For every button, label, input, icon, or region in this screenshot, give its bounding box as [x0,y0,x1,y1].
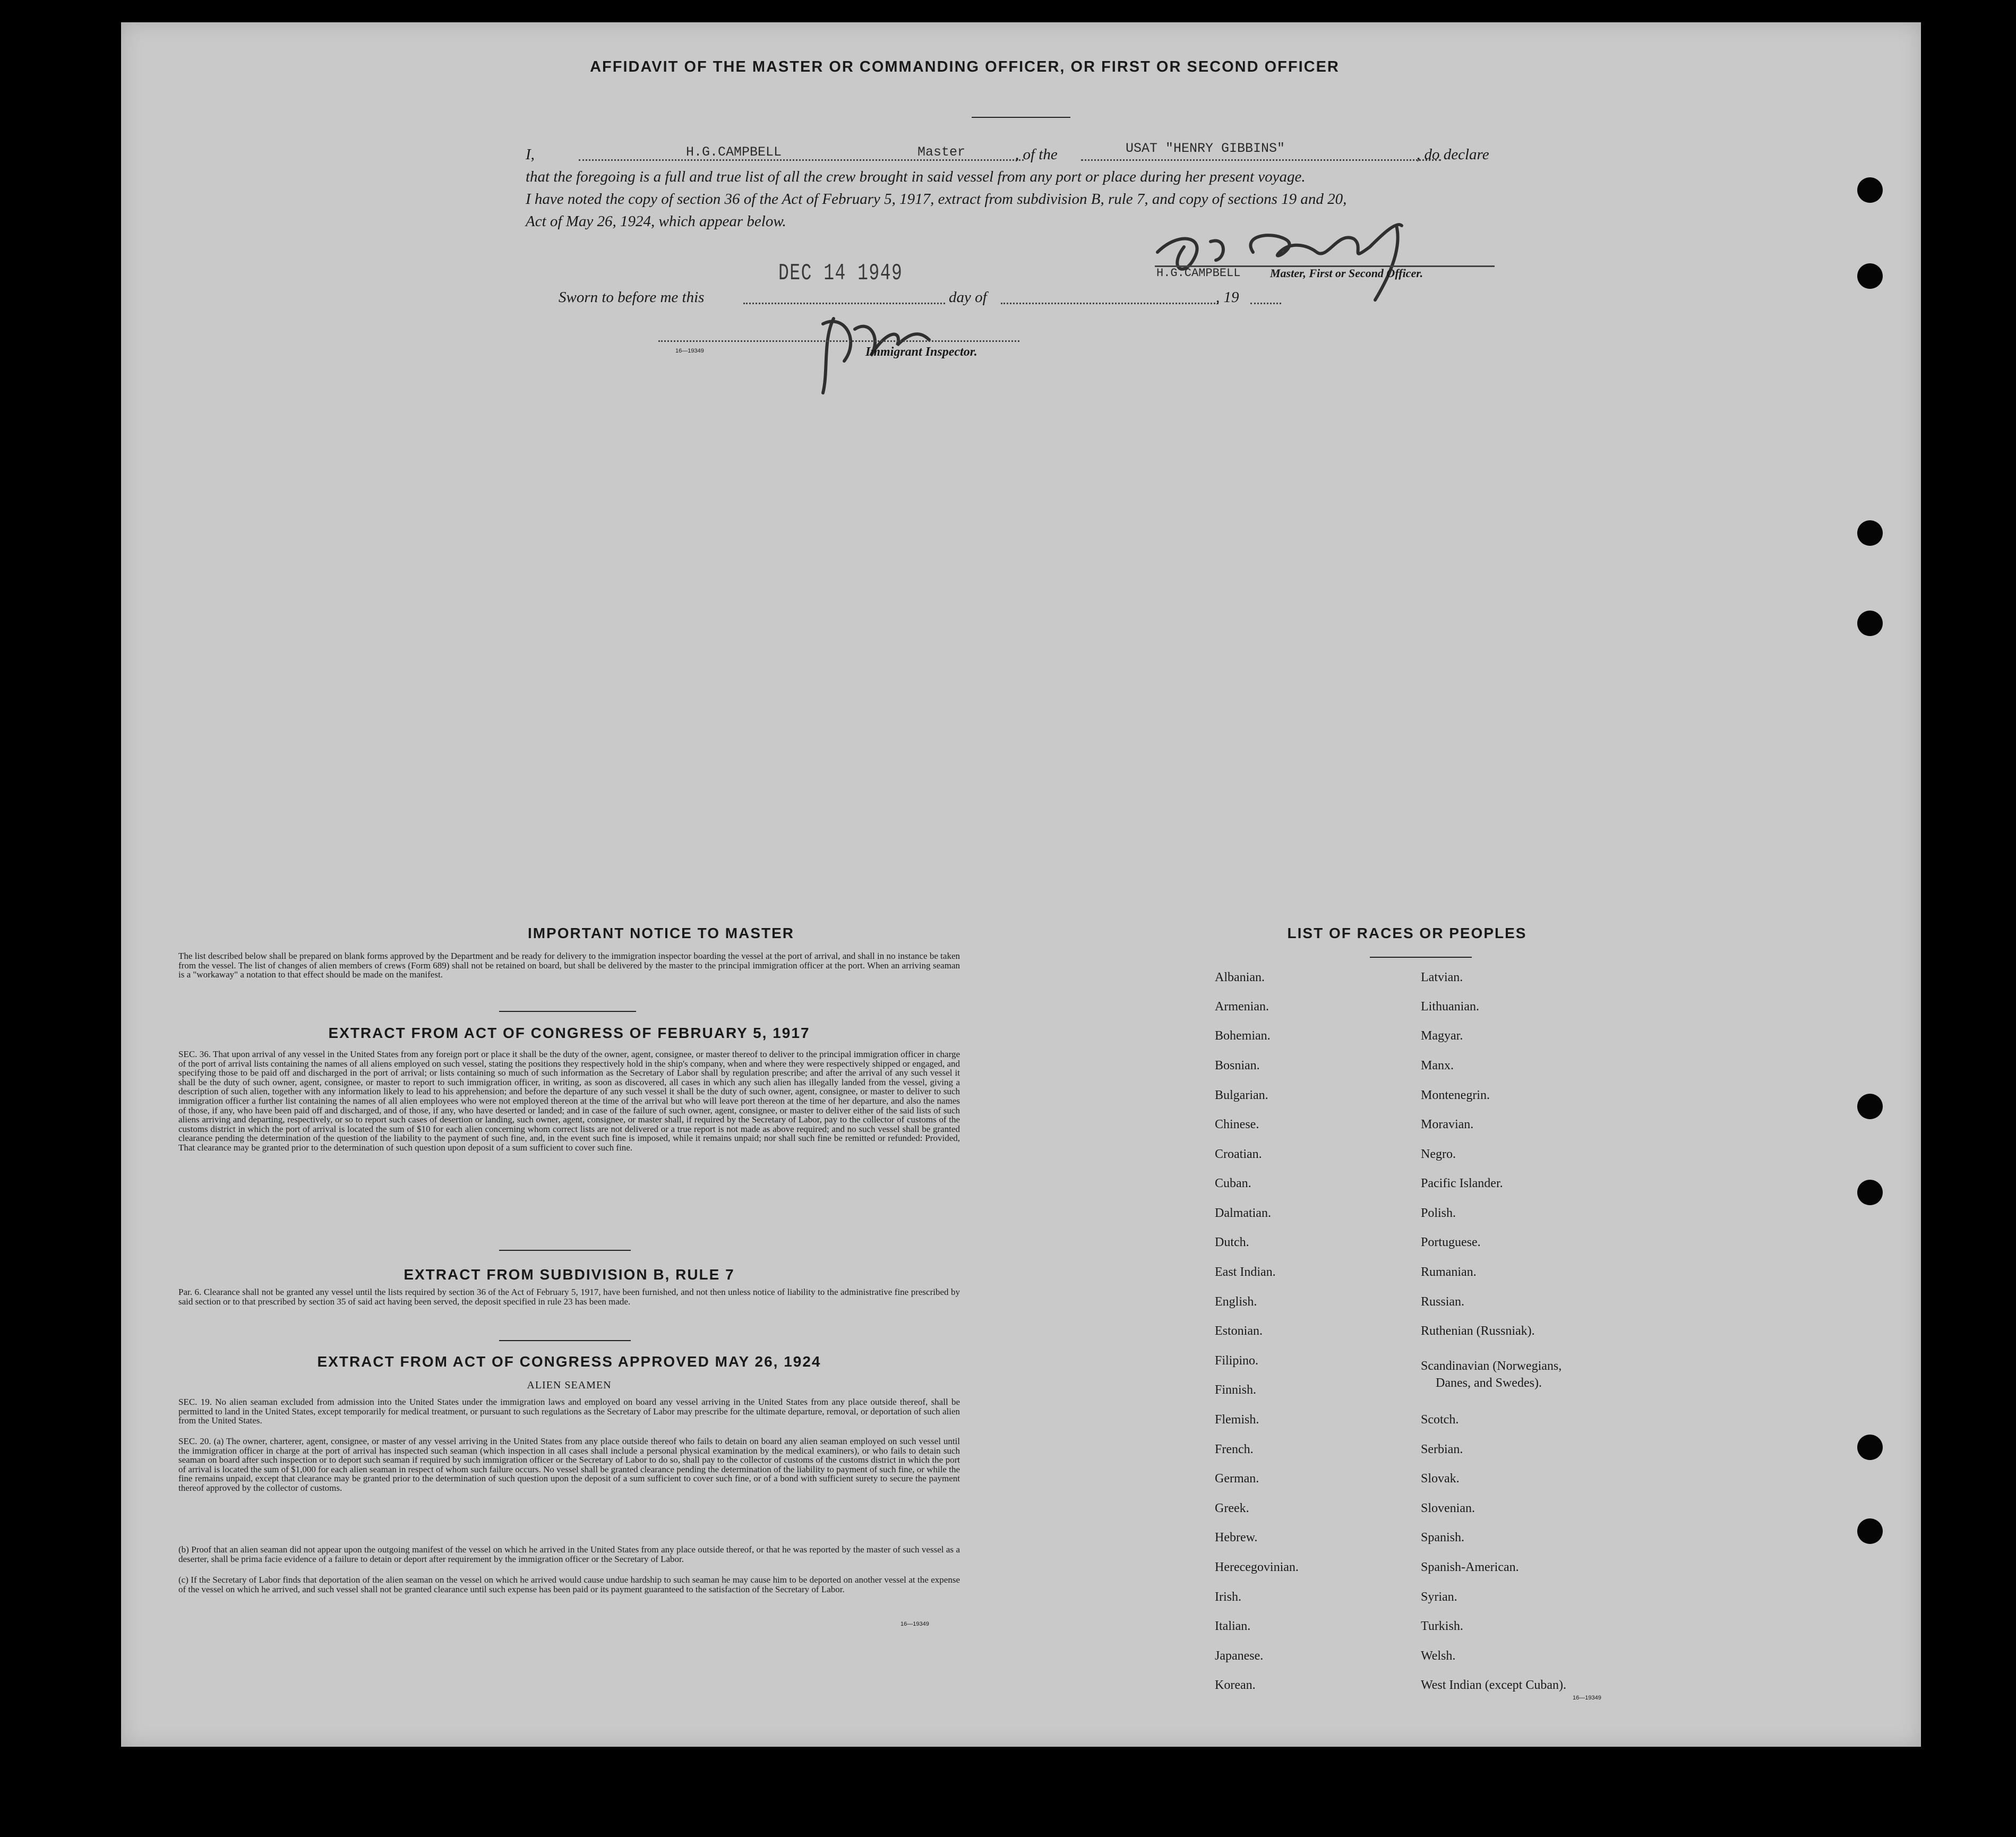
i-label: I, [526,146,535,163]
race-item: Italian. [1215,1619,1251,1633]
extract-1924-sec19: SEC. 19. No alien seaman excluded from admission into the United States under the immigration laws and employed on board any vessel arriving in the United States from any place outside thereof, shall be permitted to land in the United States, except temporarily for medical treatment, or pursuant to such regulations as the Secretary of Labor may prescribe for the ultimate departure, removal, or deportation of such alien from the United States. [178,1397,960,1426]
race-item: Slovak. [1421,1472,1460,1486]
extract-1917-text: SEC. 36. That upon arrival of any vessel in the United States from any foreign port or place it shall be the duty of the owner, agent, consignee, or master thereof to deliver to the principal immigration officer in charge of the port of arrival lists containing the names of all aliens employed on such vessel, stating the positions they respectively hold in the ship's company, when and where they were respectively shipped or engaged, and specifying those to be paid off and discharged in the port of arrival; or lists containing so much of such information as the Secretary of Labor shall by regulation prescribe; and after the arrival of any such vessel it shall be the duty of such owner, agent, consignee, or master to report to such immigration officer, in writing, as soon as discovered, all cases in which any such alien has illegally landed from the vessel, giving a description of such alien, together with any information likely to lead to his apprehension; and before the departure of any such vessel it shall be the duty of such owner, agent, consignee, or master to deliver to such immigration officer a further list containing the names of all alien employees who were not employed thereon at the time of the arrival but who will leave port thereon at the time of her departure, and also the names of those, if any, who have been paid off and discharged, and of those, if any, who have deserted or landed; and in case of the failure of such owner, agent, consignee, or master to deliver either of the said lists of such aliens arriving and departing, respectively, or so to report such cases of desertion or landing, such owner, agent, consignee, or master shall, if required by the Secretary of Labor, pay to the collector of customs of the customs district in which the port of arrival is located the sum of $10 for each alien concerning whom correct lists are not delivered or a true report is not made as above required; and no such vessel shall be granted clearance pending the determination of the question of the liability to the payment of such fine, and, in the event such fine is imposed, while it remains unpaid; nor shall such fine be remitted or refunded: Provided, That clearance may be granted prior to the determination of such question upon deposit of a sum sufficient to cover such fine. [178,1049,960,1153]
races-form-number: 16—19349 [1573,1695,1601,1701]
extract-1924-title: EXTRACT FROM ACT OF CONGRESS APPROVED MAY 26, 1924 [317,1353,821,1370]
affidavit-line-3: I have noted the copy of section 36 of the Act of February 5, 1917, extract from subdivision B, rule 7, and copy of sections 19 and 20, [526,191,1347,208]
punch-hole [1857,177,1883,203]
punch-hole [1857,520,1883,546]
race-item: Japanese. [1215,1649,1264,1663]
race-item: Serbian. [1421,1443,1463,1456]
race-item: Flemish. [1215,1413,1259,1427]
extract-1924-sec20c: (c) If the Secretary of Labor finds that deportation of the alien seaman on the vessel on which he arrived would cause undue hardship to such seaman he may cause him to be deported on another vessel at the expense of the vessel on which he arrived, and such vessel shall not be granted clearance until such expense has been paid or its payment guaranteed to the satisfaction of the Secretary of Labor. [178,1575,960,1594]
race-item: Magyar. [1421,1029,1463,1043]
race-item: Slovenian. [1421,1501,1475,1515]
race-item: Cuban. [1215,1177,1251,1190]
race-item: East Indian. [1215,1265,1276,1279]
punch-hole [1857,1094,1883,1119]
section-rule [499,1340,631,1341]
race-item: Pacific Islander. [1421,1177,1503,1190]
master-rank-typed: Master [917,144,966,160]
punch-hole [1857,611,1883,636]
extract-1924-sec20a: SEC. 20. (a) The owner, charterer, agent, consignee, or master of any vessel arriving in the United States from any place outside thereof who fails to detain on board any alien seaman employed on such vessel until the immigration officer in charge at the port of arrival has inspected such seaman (which inspection in all cases shall include a personal physical examination by the medical examiners), or who fails to detain such seaman on board after such inspection or to deport such seaman if required by such immigration officer or the Secretary of Labor to do so, shall pay to the collector of customs of the customs district in which the port of arrival is located the sum of $1,000 for each alien seaman in respect of whom such failure occurs. No vessel shall be granted clearance pending the determination of the liability to payment of such fine, or while the fine remains unpaid, except that clearance may be granted prior to the determination of such question upon the deposit of a sum sufficient to cover such fine, or of a bond with sufficient surety to secure the payment thereof approved by the collector of customs. [178,1436,960,1493]
of-the-label: , of the [1015,146,1058,163]
race-item: Manx. [1421,1059,1454,1072]
race-item: Spanish-American. [1421,1560,1519,1574]
punch-hole [1857,263,1883,289]
race-item: Bohemian. [1215,1029,1271,1043]
race-item: Polish. [1421,1206,1456,1220]
race-item: Albanian. [1215,971,1265,984]
extract-rule7-title: EXTRACT FROM SUBDIVISION B, RULE 7 [404,1266,735,1283]
punch-hole [1857,1180,1883,1205]
race-item: Croatian. [1215,1147,1262,1161]
race-item: Rumanian. [1421,1265,1477,1279]
section-rule [499,1011,636,1012]
race-item: Scandinavian (Norwegians, [1421,1359,1562,1373]
extract-form-number: 16—19349 [900,1621,929,1627]
sworn-day-line [743,303,945,304]
race-item: Finnish. [1215,1383,1257,1397]
extract-rule7-text: Par. 6. Clearance shall not be granted any vessel until the lists required by section 36 of the Act of February 5, 1917, have been furnished, and not then unless notice of liability to the administrative fine prescribed by said section or to that prescribed by section 35 of said act having been served, the deposit specified in rule 23 has been made. [178,1287,960,1307]
race-item: Portuguese. [1421,1235,1481,1249]
day-of-label: day of [949,289,987,306]
inspector-label: Immigrant Inspector. [865,345,977,359]
race-item: English. [1215,1295,1257,1309]
race-item: Spanish. [1421,1531,1465,1544]
inspector-line [658,340,1019,342]
affidavit-line-2: that the foregoing is a full and true list of all the crew brought in said vessel from any port or place during her present voyage. [526,168,1306,185]
race-item: Estonian. [1215,1324,1263,1338]
race-item: Greek. [1215,1501,1249,1515]
date-stamp: DEC 14 1949 [778,260,903,287]
race-item: West Indian (except Cuban). [1421,1678,1566,1692]
race-item: Scotch. [1421,1413,1459,1427]
race-item: Dalmatian. [1215,1206,1271,1220]
month-line [1001,303,1219,304]
affidavit-form-number: 16—19349 [675,348,704,354]
extract-1917-title: EXTRACT FROM ACT OF CONGRESS OF FEBRUARY 5, 1917 [328,1025,810,1041]
races-rule [1370,957,1472,958]
race-item: Syrian. [1421,1590,1457,1604]
race-item: Herecegovinian. [1215,1560,1299,1574]
vessel-name-typed: USAT "HENRY GIBBINS" [1126,141,1285,156]
race-item: Latvian. [1421,971,1463,984]
race-item: Montenegrin. [1421,1088,1490,1102]
section-rule [499,1250,631,1251]
master-signature [1147,215,1444,305]
race-item: Irish. [1215,1590,1241,1604]
race-item: Lithuanian. [1421,1000,1479,1014]
year-line [1250,303,1281,304]
race-item: Welsh. [1421,1649,1456,1663]
race-item: Bulgarian. [1215,1088,1268,1102]
notice-text: The list described below shall be prepared on blank forms approved by the Department and be ready for delivery to the immigration inspector boarding the vessel at the port of arrival, and shall in no instance be taken from the vessel. The list of changes of alien members of crews (Form 689) shall not be retained on board, but shall be delivered by the master to the principal immigration officer at the port. When an arriving seaman is a "workaway" a notation to that effect should be made on the manifest. [178,951,960,980]
race-item: Danes, and Swedes). [1436,1376,1542,1390]
sworn-label: Sworn to before me this [559,289,705,306]
race-item: Moravian. [1421,1118,1474,1131]
extract-1924-sec20b: (b) Proof that an alien seaman did not appear upon the outgoing manifest of the vessel on which he arrived in the United States from any place outside thereof, or that he was reported by the master of such vessel as a deserter, shall be prima facie evidence of a failure to detain or deport after requirement by the immigration officer or the Secretary of Labor. [178,1544,960,1564]
race-item: Dutch. [1215,1235,1249,1249]
punch-hole [1857,1435,1883,1460]
race-item: Filipino. [1215,1354,1259,1368]
race-item: Chinese. [1215,1118,1259,1131]
affidavit-line-4: Act of May 26, 1924, which appear below. [526,213,786,230]
vessel-fill-line [1081,159,1441,161]
race-item: Hebrew. [1215,1531,1258,1544]
race-item: Turkish. [1421,1619,1463,1633]
affidavit-title: AFFIDAVIT OF THE MASTER OR COMMANDING OFFICER, OR FIRST OR SECOND OFFICER [590,58,1340,75]
notice-title: IMPORTANT NOTICE TO MASTER [527,925,795,941]
race-item: Negro. [1421,1147,1456,1161]
punch-hole [1857,1518,1883,1544]
do-declare-label: , do declare [1417,146,1489,163]
race-item: French. [1215,1443,1254,1456]
signer-title: Master, First or Second Officer. [1270,267,1423,280]
title-rule [972,117,1070,118]
master-name-typed: H.G.CAMPBELL [686,144,782,160]
race-item: German. [1215,1472,1259,1486]
signer-name-typed: H.G.CAMPBELL [1156,267,1241,280]
race-item: Korean. [1215,1678,1256,1692]
race-item: Bosnian. [1215,1059,1260,1072]
race-item: Armenian. [1215,1000,1269,1014]
year-label: , 19 [1216,289,1239,306]
extract-1924-subtitle: ALIEN SEAMEN [527,1379,612,1391]
races-title: LIST OF RACES OR PEOPLES [1287,925,1527,941]
race-item: Ruthenian (Russniak). [1421,1324,1535,1338]
race-item: Russian. [1421,1295,1465,1309]
